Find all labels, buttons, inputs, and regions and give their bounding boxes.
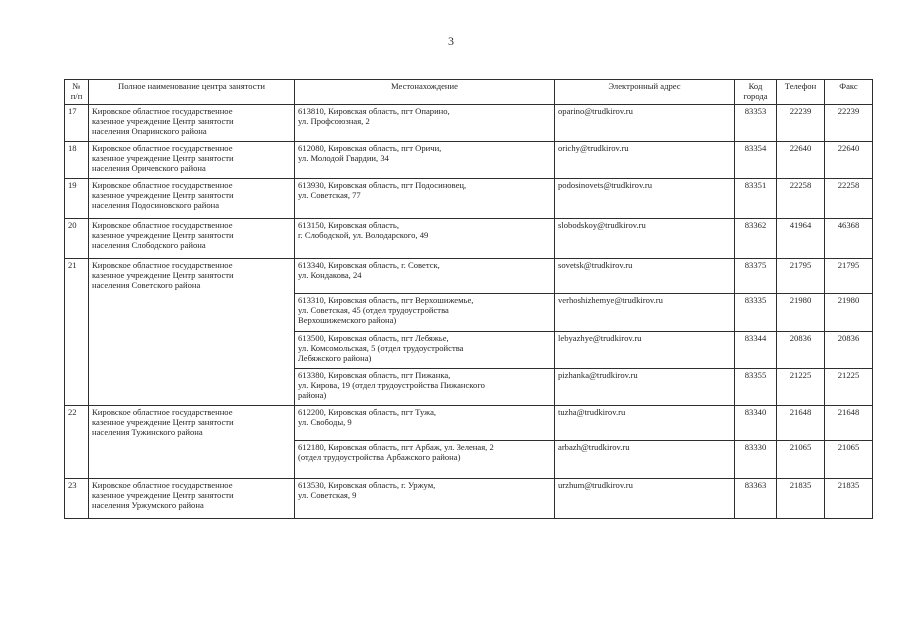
city-code: 83363 [735,479,777,519]
phone-number: 21065 [777,441,825,479]
fax-number: 20836 [825,332,873,369]
table-row [65,105,873,142]
phone-number: 21795 [777,259,825,294]
header-num: № п/п [65,80,89,105]
center-name: Кировское областное государственное казенное учреждение Центр занятости населения Оричевского района [89,142,295,179]
center-email: urzhum@trudkirov.ru [555,479,735,519]
table-row [65,179,873,219]
phone-number: 22258 [777,179,825,219]
center-name: Кировское областное государственное казенное учреждение Центр занятости населения Советского района [89,259,295,406]
center-location: 613530, Кировская область, г. Уржум, ул. Советская, 9 [295,479,555,519]
city-code: 83375 [735,259,777,294]
city-code: 83340 [735,406,777,441]
employment-centers-table [64,79,873,519]
center-location: 612200, Кировская область, пгт Тужа, ул. Свободы, 9 [295,406,555,441]
table-header-row [65,80,873,105]
phone-number: 20836 [777,332,825,369]
center-email: slobodskoy@trudkirov.ru [555,219,735,259]
phone-number: 22239 [777,105,825,142]
center-email: lebyazhye@trudkirov.ru [555,332,735,369]
header-location: Местонахождение [295,80,555,105]
fax-number: 22640 [825,142,873,179]
center-location: 613150, Кировская область, г. Слободской, ул. Володарского, 49 [295,219,555,259]
fax-number: 46368 [825,219,873,259]
fax-number: 22258 [825,179,873,219]
row-number: 22 [65,406,89,479]
row-number: 18 [65,142,89,179]
center-location: 613500, Кировская область, пгт Лебяжье, ул. Комсомольская, 5 (отдел трудоустройства Лебяжского района) [295,332,555,369]
center-email: orichy@trudkirov.ru [555,142,735,179]
header-phone: Телефон [777,80,825,105]
center-location: 613310, Кировская область, пгт Верхошижемье, ул. Советская, 45 (отдел трудоустройства Верхошижемского района) [295,294,555,332]
phone-number: 21835 [777,479,825,519]
center-email: sovetsk@trudkirov.ru [555,259,735,294]
city-code: 83354 [735,142,777,179]
center-location: 613930, Кировская область, пгт Подосиновец, ул. Советская, 77 [295,179,555,219]
header-code: Код города [735,80,777,105]
row-number: 23 [65,479,89,519]
table-row [65,219,873,259]
city-code: 83362 [735,219,777,259]
row-number: 19 [65,179,89,219]
center-name: Кировское областное государственное казенное учреждение Центр занятости населения Уржумского района [89,479,295,519]
center-name: Кировское областное государственное казенное учреждение Центр занятости населения Слободского района [89,219,295,259]
phone-number: 21648 [777,406,825,441]
center-email: verhoshizhemye@trudkirov.ru [555,294,735,332]
table-row [65,142,873,179]
city-code: 83330 [735,441,777,479]
fax-number: 21065 [825,441,873,479]
fax-number: 22239 [825,105,873,142]
center-name: Кировское областное государственное казенное учреждение Центр занятости населения Тужинского района [89,406,295,479]
phone-number: 22640 [777,142,825,179]
center-location: 612180, Кировская область, пгт Арбаж, ул. Зеленая, 2 (отдел трудоустройства Арбажского района) [295,441,555,479]
page-number: 3 [448,34,454,48]
table-row [65,259,873,294]
phone-number: 41964 [777,219,825,259]
center-email: podosinovets@trudkirov.ru [555,179,735,219]
city-code: 83353 [735,105,777,142]
row-number: 21 [65,259,89,406]
city-code: 83335 [735,294,777,332]
fax-number: 21980 [825,294,873,332]
phone-number: 21225 [777,369,825,406]
center-location: 613810, Кировская область, пгт Опарино, ул. Профсоюзная, 2 [295,105,555,142]
fax-number: 21225 [825,369,873,406]
fax-number: 21648 [825,406,873,441]
center-location: 613380, Кировская область, пгт Пижанка, ул. Кирова, 19 (отдел трудоустройства Пижанского района) [295,369,555,406]
center-email: oparino@trudkirov.ru [555,105,735,142]
center-name: Кировское областное государственное казенное учреждение Центр занятости населения Подосиновского района [89,179,295,219]
header-email: Электронный адрес [555,80,735,105]
city-code: 83355 [735,369,777,406]
table-row [65,406,873,441]
fax-number: 21835 [825,479,873,519]
center-name: Кировское областное государственное казенное учреждение Центр занятости населения Опаринского района [89,105,295,142]
fax-number: 21795 [825,259,873,294]
phone-number: 21980 [777,294,825,332]
city-code: 83351 [735,179,777,219]
header-fax: Факс [825,80,873,105]
header-name: Полное наименование центра занятости [89,80,295,105]
table-row [65,479,873,519]
center-location: 612080, Кировская область, пгт Оричи, ул. Молодой Гвардии, 34 [295,142,555,179]
center-email: tuzha@trudkirov.ru [555,406,735,441]
city-code: 83344 [735,332,777,369]
center-email: arbazh@trudkirov.ru [555,441,735,479]
center-location: 613340, Кировская область, г. Советск, ул. Кондакова, 24 [295,259,555,294]
row-number: 17 [65,105,89,142]
row-number: 20 [65,219,89,259]
center-email: pizhanka@trudkirov.ru [555,369,735,406]
